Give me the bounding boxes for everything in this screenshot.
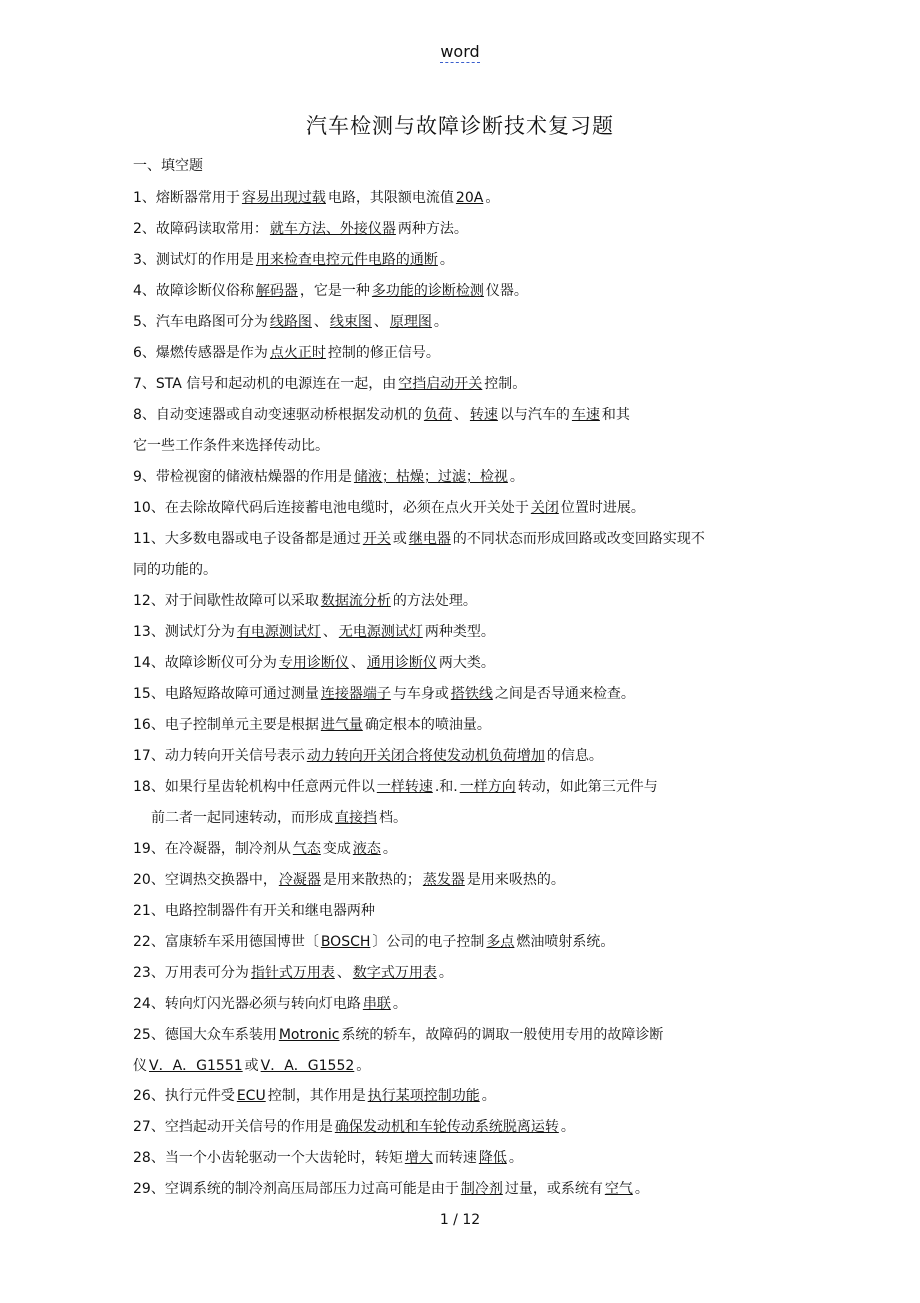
question-text: 、 xyxy=(373,314,388,330)
question-text: 。 xyxy=(392,996,407,1012)
question-text: 16、电子控制单元主要是根据 xyxy=(133,717,319,733)
answer-blank: 有电源测试灯 xyxy=(236,624,321,640)
answer-blank: 车速 xyxy=(571,407,600,423)
question-line xyxy=(133,400,793,431)
answer-blank: 解码器 xyxy=(255,283,298,299)
question-item xyxy=(133,1020,793,1081)
answer-blank: 蒸发器 xyxy=(422,872,465,888)
question-item xyxy=(133,338,793,369)
question-item xyxy=(133,834,793,865)
question-text: 仪 xyxy=(133,1057,147,1074)
question-line xyxy=(133,214,793,245)
question-text: 。 xyxy=(433,314,448,330)
question-text: 以与汽车的 xyxy=(499,407,570,423)
question-line-continued xyxy=(133,1051,793,1082)
question-text: 电路，其限额电流值 xyxy=(327,190,454,206)
question-line xyxy=(133,617,793,648)
question-item xyxy=(133,1081,793,1112)
question-item xyxy=(133,710,793,741)
question-text: 14、故障诊断仪可分为 xyxy=(133,655,277,671)
question-item xyxy=(133,214,793,245)
question-item xyxy=(133,617,793,648)
question-text: 的信息。 xyxy=(546,748,603,764)
question-text: 。 xyxy=(439,252,454,268)
question-text: 。 xyxy=(508,1150,523,1166)
question-text: 前二者一起同速转动，而形成 xyxy=(151,809,333,826)
page-number: 1 / 12 xyxy=(439,1212,481,1228)
question-item xyxy=(133,183,793,214)
question-item xyxy=(133,896,793,927)
answer-blank: 一样方向 xyxy=(459,779,516,795)
answer-blank: ECU xyxy=(236,1088,266,1104)
question-line xyxy=(133,1143,793,1174)
question-text: 两大类。 xyxy=(438,655,495,671)
question-text: 的方法处理。 xyxy=(392,593,477,609)
answer-blank: V．A．G1552 xyxy=(260,1057,355,1074)
question-item xyxy=(133,772,793,833)
answer-blank: 指针式万用表 xyxy=(250,965,335,981)
question-text: 变成 xyxy=(322,841,351,857)
answer-blank: 无电源测试灯 xyxy=(338,624,423,640)
question-item xyxy=(133,741,793,772)
question-text: 5、汽车电路图可分为 xyxy=(133,314,268,330)
question-text: 与车身或 xyxy=(392,686,449,702)
answer-blank: 串联 xyxy=(362,996,391,1012)
question-item xyxy=(133,369,793,400)
question-text: 系统的轿车，故障码的调取一般使用专用的故障诊断 xyxy=(341,1027,664,1043)
answer-blank: 点火正时 xyxy=(269,345,326,361)
answer-blank: 关闭 xyxy=(530,500,559,516)
question-line xyxy=(133,772,793,803)
question-line xyxy=(133,1112,793,1143)
question-item xyxy=(133,1174,793,1205)
question-text: 4、故障诊断仪俗称 xyxy=(133,283,254,299)
answer-blank: 20A xyxy=(455,190,484,206)
question-text: 而转速 xyxy=(434,1150,477,1166)
question-item xyxy=(133,400,793,461)
question-line xyxy=(133,710,793,741)
question-text: 20、空调热交换器中， xyxy=(133,872,277,888)
answer-blank: 执行某项控制功能 xyxy=(367,1088,480,1104)
question-line xyxy=(133,245,793,276)
answer-blank: 容易出现过载 xyxy=(241,190,326,206)
question-text: 、 xyxy=(350,655,365,671)
question-text: 和其 xyxy=(601,407,630,423)
answer-blank: 通用诊断仪 xyxy=(366,655,437,671)
answer-blank: 确保发动机和车轮传动系统脱离运转 xyxy=(334,1119,559,1135)
question-line xyxy=(133,834,793,865)
question-text: 位置时进展。 xyxy=(560,500,645,516)
question-text: 7、STA 信号和起动机的电源连在一起，由 xyxy=(133,376,397,392)
question-text: 或 xyxy=(392,531,407,547)
question-item xyxy=(133,493,793,524)
section-heading: 一、填空题 xyxy=(133,158,203,174)
question-item xyxy=(133,679,793,710)
question-text: 、 xyxy=(313,314,328,330)
question-line-continued: 它一些工作条件来选择传动比。 xyxy=(133,437,329,454)
question-item xyxy=(133,648,793,679)
question-text: 19、在冷凝器，制冷剂从 xyxy=(133,841,291,857)
question-text: 确定根本的喷油量。 xyxy=(364,717,491,733)
question-line xyxy=(133,741,793,772)
question-text: 档。 xyxy=(379,809,407,826)
question-text: 转动，如此第三元件与 xyxy=(517,779,658,795)
question-text: 1、熔断器常用于 xyxy=(133,190,240,206)
question-line xyxy=(133,369,793,400)
question-text: 、 xyxy=(336,965,351,981)
question-item xyxy=(133,1143,793,1174)
question-text: 17、动力转向开关信号表示 xyxy=(133,748,305,764)
answer-blank: 线路图 xyxy=(269,314,312,330)
question-text: 6、爆燃传感器是作为 xyxy=(133,345,268,361)
answer-blank: 冷凝器 xyxy=(278,872,321,888)
question-text: 26、执行元件受 xyxy=(133,1088,235,1104)
question-text: 。 xyxy=(634,1181,649,1197)
answer-blank: 一样转速 xyxy=(376,779,433,795)
question-text: 是用来吸热的。 xyxy=(466,872,565,888)
question-text: 23、万用表可分为 xyxy=(133,965,249,981)
answer-blank: 继电器 xyxy=(408,531,451,547)
answer-blank: 数字式万用表 xyxy=(352,965,437,981)
question-text: 两种方法。 xyxy=(397,221,468,237)
answer-blank: 就车方法、外接仪器 xyxy=(269,221,396,237)
question-text: 。 xyxy=(382,841,397,857)
question-item xyxy=(133,307,793,338)
question-text: 10、在去除故障代码后连接蓄电池电缆时，必须在点火开关处于 xyxy=(133,500,529,516)
question-text: 控制的修正信号。 xyxy=(327,345,440,361)
answer-blank: 增大 xyxy=(404,1150,433,1166)
question-line xyxy=(133,865,793,896)
question-text: 3、测试灯的作用是 xyxy=(133,252,254,268)
answer-blank: 液态 xyxy=(352,841,381,857)
question-text: 。 xyxy=(560,1119,575,1135)
answer-blank: 用来检查电控元件电路的通断 xyxy=(255,252,438,268)
question-text: 27、空挡起动开关信号的作用是 xyxy=(133,1119,333,1135)
question-text: 是用来散热的； xyxy=(322,872,421,888)
question-line xyxy=(133,338,793,369)
question-text: 过量，或系统有 xyxy=(504,1181,603,1197)
answer-blank: BOSCH xyxy=(320,934,371,950)
question-text: ，它是一种 xyxy=(299,283,370,299)
question-line xyxy=(133,307,793,338)
answer-blank: 负荷 xyxy=(423,407,452,423)
answer-blank: 多点 xyxy=(486,934,515,950)
question-text: 。 xyxy=(356,1057,371,1074)
page-header xyxy=(0,42,920,61)
question-text: 11、大多数电器或电子设备都是通过 xyxy=(133,531,361,547)
question-text: 燃油喷射系统。 xyxy=(516,934,615,950)
answer-blank: Motronic xyxy=(278,1027,340,1043)
question-item xyxy=(133,865,793,896)
answer-blank: 原理图 xyxy=(389,314,432,330)
question-line xyxy=(133,524,793,555)
question-text: 的不同状态而形成回路或改变回路实现不 xyxy=(452,531,705,547)
question-text: 。 xyxy=(481,1088,496,1104)
question-text: 。 xyxy=(438,965,453,981)
answer-blank: 制冷剂 xyxy=(460,1181,503,1197)
answer-blank: 动力转向开关闭合将使发动机负荷增加 xyxy=(306,748,545,764)
question-line xyxy=(133,989,793,1020)
answer-blank: 线束图 xyxy=(329,314,372,330)
answer-blank: V．A．G1551 xyxy=(149,1057,243,1074)
question-text: 8、自动变速器或自动变速驱动桥根据发动机的 xyxy=(133,407,422,423)
answer-blank: 降低 xyxy=(478,1150,507,1166)
question-text: 2、故障码读取常用： xyxy=(133,221,268,237)
question-line xyxy=(133,493,793,524)
header-label: word xyxy=(440,42,480,61)
question-text: 〕公司的电子控制 xyxy=(372,934,485,950)
answer-blank: 数据流分析 xyxy=(320,593,391,609)
question-item xyxy=(133,989,793,1020)
question-text: 。 xyxy=(485,190,500,206)
question-line xyxy=(133,1081,793,1112)
question-item xyxy=(133,927,793,958)
question-text: 、 xyxy=(322,624,337,640)
answer-blank: 连接器端子 xyxy=(320,686,391,702)
answer-blank: 空气 xyxy=(604,1181,633,1197)
question-line xyxy=(133,276,793,307)
question-text: 18、如果行星齿轮机构中任意两元件以 xyxy=(133,779,375,795)
question-line xyxy=(133,679,793,710)
question-text: 28、当一个小齿轮驱动一个大齿轮时，转矩 xyxy=(133,1150,403,1166)
question-text: 之间是否导通来检查。 xyxy=(494,686,635,702)
question-text: 控制。 xyxy=(484,376,527,392)
question-text: 控制，其作用是 xyxy=(267,1088,366,1104)
answer-blank: 开关 xyxy=(362,531,391,547)
question-item xyxy=(133,462,793,493)
answer-blank: 搭铁线 xyxy=(450,686,493,702)
answer-blank: 储液；枯燥；过滤；检视 xyxy=(353,469,508,485)
question-text: 两种类型。 xyxy=(424,624,495,640)
question-text: 22、富康轿车采用德国博世〔 xyxy=(133,934,319,950)
question-item xyxy=(133,1112,793,1143)
question-line-continued xyxy=(133,803,793,834)
answer-blank: 转速 xyxy=(469,407,498,423)
question-text: 。 xyxy=(509,469,524,485)
question-text: 9、带检视窗的储液枯燥器的作用是 xyxy=(133,469,352,485)
question-line xyxy=(133,183,793,214)
question-line xyxy=(133,896,793,927)
question-item xyxy=(133,524,793,585)
answer-blank: 直接挡 xyxy=(335,809,377,826)
question-text: 15、电路短路故障可通过测量 xyxy=(133,686,319,702)
question-text: 13、测试灯分为 xyxy=(133,624,235,640)
question-line-continued: 同的功能的。 xyxy=(133,561,217,578)
question-text: 25、德国大众车系装用 xyxy=(133,1027,277,1043)
question-text: 24、转向灯闪光器必须与转向灯电路 xyxy=(133,996,361,1012)
document-title: 汽车检测与故障诊断技术复习题 xyxy=(306,114,614,138)
question-text: .和. xyxy=(434,779,458,795)
question-line xyxy=(133,927,793,958)
question-line xyxy=(133,586,793,617)
question-item xyxy=(133,245,793,276)
answer-blank: 进气量 xyxy=(320,717,363,733)
answer-blank: 多功能的诊断检测 xyxy=(371,283,484,299)
question-line xyxy=(133,462,793,493)
answer-blank: 专用诊断仪 xyxy=(278,655,349,671)
question-item xyxy=(133,586,793,617)
question-text: 21、电路控制器件有开关和继电器两种 xyxy=(133,903,375,919)
question-line xyxy=(133,1020,793,1051)
answer-blank: 气态 xyxy=(292,841,321,857)
question-item xyxy=(133,958,793,989)
question-text: 12、对于间歇性故障可以采取 xyxy=(133,593,319,609)
answer-blank: 空挡启动开关 xyxy=(398,376,483,392)
question-text: 29、空调系统的制冷剂高压局部压力过高可能是由于 xyxy=(133,1181,459,1197)
question-item xyxy=(133,276,793,307)
question-text: 、 xyxy=(453,407,468,423)
question-line xyxy=(133,958,793,989)
question-text: 仪器。 xyxy=(485,283,528,299)
question-line xyxy=(133,648,793,679)
question-line xyxy=(133,1174,793,1205)
question-text: 或 xyxy=(244,1057,259,1074)
